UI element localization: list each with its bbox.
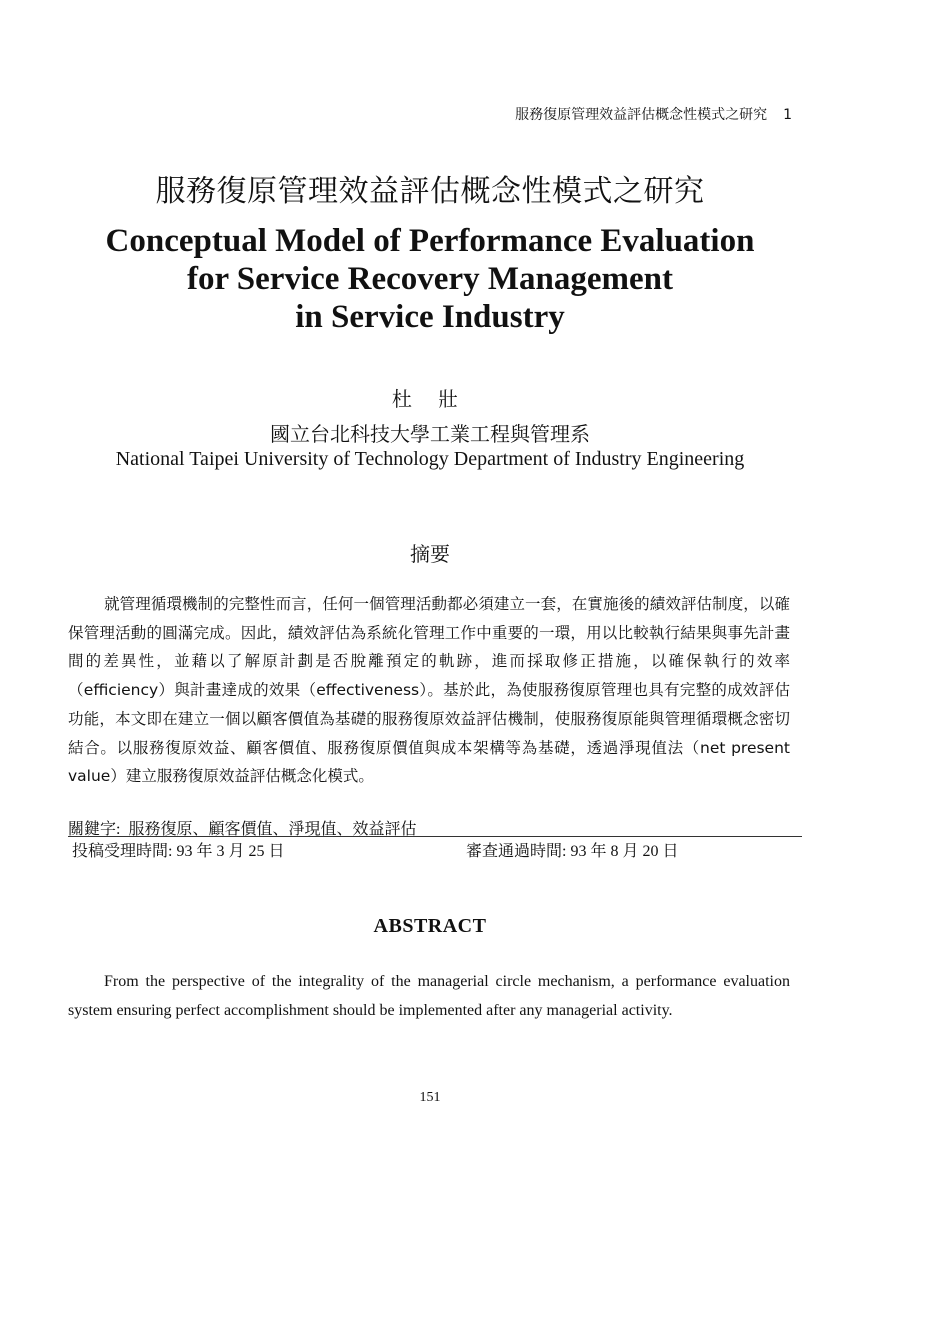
title-english <box>0 222 860 336</box>
keywords-separator: : <box>116 821 121 838</box>
received-date: 投稿受理時間: 93 年 3 月 25 日 <box>72 843 285 860</box>
title-english-line-2: for Service Recovery Management <box>187 261 673 297</box>
keywords-label: 關鍵字 <box>68 819 117 838</box>
affiliation-english: National Taipei University of Technology Department of Industry Engineering <box>115 448 745 470</box>
abstract-english-heading: ABSTRACT <box>373 915 487 937</box>
abstract-chinese-text: 就管理循環機制的完整性而言，任何一個管理活動都必須建立一套，在實施後的績效評估制度，以確保管理活動的圓滿完成。因此，績效評估為系統化管理工作中重要的一環，用以比較執行結果與事先計畫間的差異性，並藉以了解原計劃是否脫離預定的軌跡，進而採取修正措施，以確保執行的效率（efficiency）與計畫達成的效果（effectiveness）。基於此，為使服務復原管理也具有完整的成效評估功能，本文即在建立一個以顧客價值為基礎的服務復原效益評估機制，使服務復原能與管理循環概念密切結合。以服務復原效益、顧客價值、服務復原價值與成本架構等為基礎，透過淨現值法（net present value）建立服務復原效益評估概念化模式。 <box>68 595 790 786</box>
running-header-title: 服務復原管理效益評估概念性模式之研究 <box>515 107 768 123</box>
keywords-divider <box>68 836 802 837</box>
title-english-line-3: in Service Industry <box>295 299 565 335</box>
abstract-english-body <box>68 968 790 1025</box>
keywords-value: 服務復原、顧客價值、淨現值、效益評估 <box>128 819 417 838</box>
abstract-chinese-heading: 摘要 <box>410 542 450 566</box>
affiliation-chinese: 國立台北科技大學工業工程與管理系 <box>270 422 590 446</box>
title-chinese: 服務復原管理效益評估概念性模式之研究 <box>155 174 705 209</box>
accepted-date: 審查通過時間: 93 年 8 月 20 日 <box>466 843 679 860</box>
title-english-line-1: Conceptual Model of Performance Evaluation <box>105 223 755 259</box>
page-number: 151 <box>419 1090 441 1105</box>
running-header <box>515 104 792 124</box>
abstract-english-text: From the perspective of the integrality of the managerial circle mechanism, a performance evaluation system ensuring perfect accomplishment should be implemented after any managerial activity. <box>68 973 790 1019</box>
author-name: 杜 壯 <box>391 387 469 411</box>
abstract-chinese-body <box>68 590 790 791</box>
running-header-page: 1 <box>783 107 792 123</box>
